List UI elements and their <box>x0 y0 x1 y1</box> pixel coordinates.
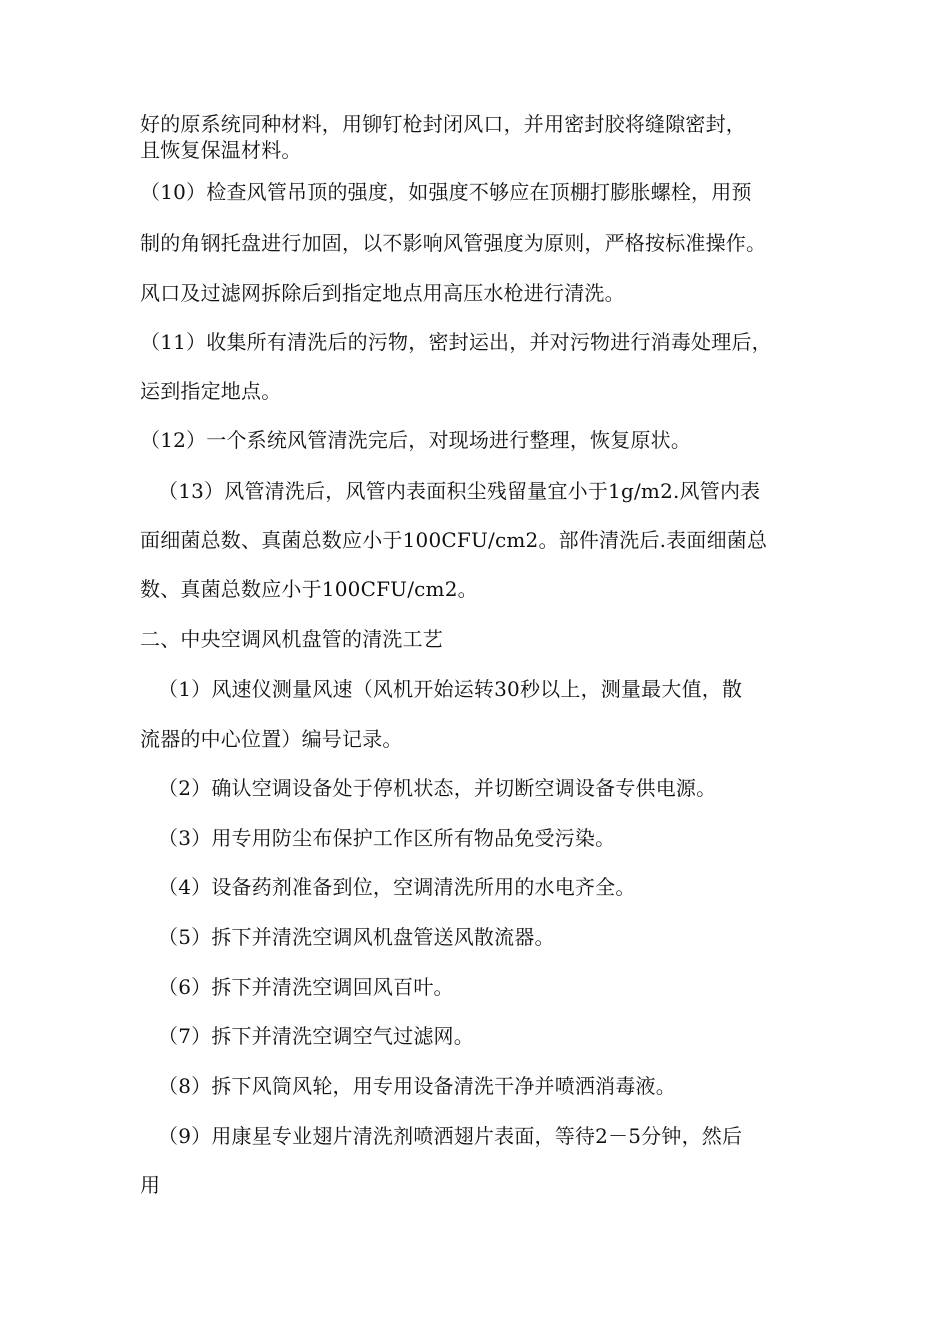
text-line: 用 <box>140 1173 161 1197</box>
section-heading: 二、中央空调风机盘管的清洗工艺 <box>140 627 443 651</box>
text-line: 流器的中心位置）编号记录。 <box>140 727 403 751</box>
text-line: （9）用康星专业翅片清洗剂喷洒翅片表面，等待2－5分钟，然后 <box>158 1124 743 1148</box>
text-line: 制的角钢托盘进行加固，以不影响风管强度为原则，严格按标准操作。 <box>140 231 767 255</box>
text-line: （10）检查风管吊顶的强度，如强度不够应在顶棚打膨胀螺栓，用预 <box>140 180 752 204</box>
text-line: （3）用专用防尘布保护工作区所有物品免受污染。 <box>158 826 616 850</box>
text-line: （4）设备药剂准备到位，空调清洗所用的水电齐全。 <box>158 875 636 899</box>
text-line: 数、真菌总数应小于100CFU/cm2。 <box>140 577 478 601</box>
text-line: 且恢复保温材料。 <box>140 138 302 162</box>
text-line: （7）拆下并清洗空调空气过滤网。 <box>158 1024 474 1048</box>
text-line: （8）拆下风筒风轮，用专用设备清洗干净并喷洒消毒液。 <box>158 1074 676 1098</box>
text-line: （2）确认空调设备处于停机状态，并切断空调设备专供电源。 <box>158 776 717 800</box>
text-line: 面细菌总数、真菌总数应小于100CFU/cm2。部件清洗后.表面细菌总 <box>140 528 768 552</box>
text-line: （13）风管清洗后，风管内表面积尘残留量宜小于1g/m2.风管内表 <box>158 479 761 503</box>
text-line: （6）拆下并清洗空调回风百叶。 <box>158 975 454 999</box>
text-line: （1）风速仪测量风速（风机开始运转30秒以上，测量最大值，散 <box>158 677 743 701</box>
text-line: 运到指定地点。 <box>140 379 282 403</box>
text-line: （11）收集所有清洗后的污物，密封运出，并对污物进行消毒处理后， <box>140 330 772 354</box>
text-line: 好的原系统同种材料，用铆钉枪封闭风口，并用密封胶将缝隙密封， <box>140 112 746 136</box>
text-line: （12）一个系统风管清洗完后，对现场进行整理，恢复原状。 <box>140 428 692 452</box>
text-line: （5）拆下并清洗空调风机盘管送风散流器。 <box>158 925 555 949</box>
text-line: 风口及过滤网拆除后到指定地点用高压水枪进行清洗。 <box>140 281 625 305</box>
